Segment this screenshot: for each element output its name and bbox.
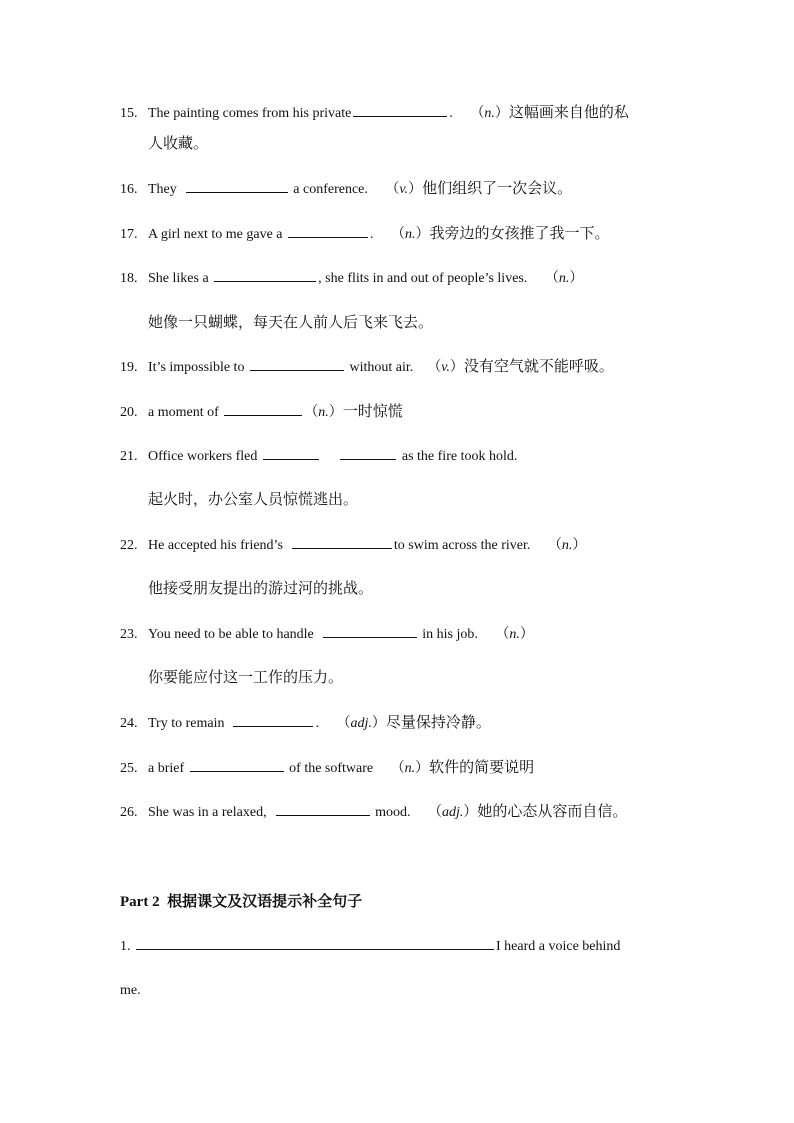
- part-of-speech: n.: [404, 761, 416, 776]
- answer-blank[interactable]: [224, 401, 302, 416]
- item-17: 17. A girl next to me gave a . （n.）我旁边的女孩推了我一下。: [120, 223, 610, 245]
- answer-blank[interactable]: [214, 267, 316, 282]
- item-text-after: to swim across the river.: [393, 538, 531, 553]
- part-of-speech: n.: [318, 405, 329, 420]
- item-text: A girl next to me gave a: [148, 227, 283, 242]
- item-text: Office workers fled: [148, 449, 258, 464]
- item-text-after: a conference.: [293, 182, 368, 197]
- item-number: 21.: [120, 449, 138, 464]
- item-15: 15. The painting comes from his private . （n.）这幅画来自他的私: [120, 102, 629, 124]
- answer-blank[interactable]: [323, 623, 417, 638]
- part-of-speech: n.: [558, 271, 570, 286]
- item-26: 26. She was in a relaxed, mood. （adj.）她的心态从容而自信。: [120, 801, 627, 823]
- question-number: 1.: [120, 939, 131, 954]
- item-text: She was in a relaxed,: [148, 805, 267, 820]
- chinese-hint: 软件的简要说明: [429, 758, 535, 776]
- answer-blank[interactable]: [186, 178, 288, 193]
- part-title: 根据课文及汉语提示补全句子: [167, 892, 363, 910]
- chinese-hint: 你要能应付这一工作的压力。: [148, 668, 344, 686]
- chinese-hint: 没有空气就不能呼吸。: [463, 357, 614, 375]
- part2-question-1: [120, 935, 620, 957]
- answer-blank[interactable]: [288, 223, 368, 238]
- part-of-speech: v.: [441, 360, 450, 375]
- part-label: Part 2: [120, 894, 160, 910]
- chinese-hint: 起火时，办公室人员惊慌逃出。: [148, 490, 359, 508]
- item-text-after: without air.: [349, 360, 414, 375]
- chinese-hint: 他们组织了一次会议。: [422, 179, 573, 197]
- answer-blank[interactable]: [250, 356, 344, 371]
- item-19: 19. It’s impossible to without air. （v.）没有空气就不能呼吸。: [120, 356, 614, 378]
- item-number: 20.: [120, 405, 138, 420]
- part-of-speech: v.: [399, 182, 409, 197]
- item-16: 16. They a conference. （v.）他们组织了一次会议。: [120, 178, 572, 200]
- item-number: 23.: [120, 627, 138, 642]
- item-number: 17.: [120, 227, 138, 242]
- part-of-speech: n.: [509, 627, 520, 642]
- part-of-speech: adj.: [441, 805, 464, 820]
- item-text: They: [148, 182, 177, 197]
- item-text: a moment of: [148, 405, 219, 420]
- item-number: 22.: [120, 538, 138, 553]
- item-text: You need to be able to handle: [148, 627, 314, 642]
- item-24: 24. Try to remain . （adj.）尽量保持冷静。: [120, 712, 491, 734]
- answer-blank[interactable]: [136, 935, 494, 950]
- chinese-hint-continued: 人收藏。: [148, 134, 209, 152]
- chinese-hint: 他接受朋友提出的游过河的挑战。: [148, 579, 374, 597]
- item-text: He accepted his friend’s: [148, 538, 283, 553]
- item-number: 18.: [120, 271, 138, 286]
- item-text: She likes a: [148, 271, 209, 286]
- item-23: 23. You need to be able to handle in his job. （n.）: [120, 623, 534, 645]
- item-number: 24.: [120, 716, 138, 731]
- question-text-continued: me.: [120, 983, 141, 998]
- answer-blank[interactable]: [340, 445, 396, 460]
- answer-blank[interactable]: [276, 801, 370, 816]
- part-of-speech: adj.: [350, 716, 372, 731]
- item-number: 25.: [120, 761, 138, 776]
- item-number: 19.: [120, 360, 138, 375]
- item-number: 26.: [120, 805, 138, 820]
- item-text: a brief: [148, 761, 185, 776]
- item-text: It’s impossible to: [148, 360, 245, 375]
- item-text-after: , she flits in and out of people’s lives.: [318, 271, 528, 286]
- part-of-speech: n.: [484, 106, 495, 121]
- part-of-speech: n.: [561, 538, 573, 553]
- item-text-after: mood.: [375, 805, 411, 820]
- item-text-after: .: [315, 716, 319, 731]
- item-text-after: in his job.: [422, 627, 478, 642]
- chinese-hint: 她像一只蝴蝶，每天在人前人后飞来飞去。: [148, 313, 434, 331]
- item-text: Try to remain: [148, 716, 225, 731]
- chinese-hint: 尽量保持冷静。: [385, 713, 491, 731]
- answer-blank[interactable]: [292, 534, 392, 549]
- item-18: 18. She likes a , she flits in and out of people’s lives. （n.）: [120, 267, 583, 289]
- item-text-after: .: [449, 106, 453, 121]
- item-22: 22. He accepted his friend’s to swim across the river. （n.）: [120, 534, 586, 556]
- item-number: 16.: [120, 182, 138, 197]
- item-20: 20. a moment of （n.）一时惊慌: [120, 401, 403, 423]
- question-text: I heard a voice behind: [496, 939, 621, 954]
- item-text: The painting comes from his private: [148, 106, 352, 121]
- chinese-hint: 一时惊慌: [342, 402, 403, 420]
- part-of-speech: n.: [405, 227, 416, 242]
- answer-blank[interactable]: [233, 712, 313, 727]
- chinese-hint: 她的心态从容而自信。: [477, 802, 628, 820]
- item-21: [120, 445, 517, 467]
- answer-blank[interactable]: [263, 445, 319, 460]
- item-text-after: as the fire took hold.: [401, 449, 518, 464]
- item-25: 25. a brief of the software （n.）软件的简要说明: [120, 757, 534, 779]
- answer-blank[interactable]: [353, 102, 447, 117]
- part-2-heading: [120, 890, 362, 911]
- chinese-hint: 我旁边的女孩推了我一下。: [429, 224, 610, 242]
- chinese-hint: 这幅画来自他的私: [508, 103, 629, 121]
- answer-blank[interactable]: [190, 757, 284, 772]
- item-text-after: .: [370, 227, 374, 242]
- item-text-after: of the software: [289, 761, 374, 776]
- item-number: 15.: [120, 106, 138, 121]
